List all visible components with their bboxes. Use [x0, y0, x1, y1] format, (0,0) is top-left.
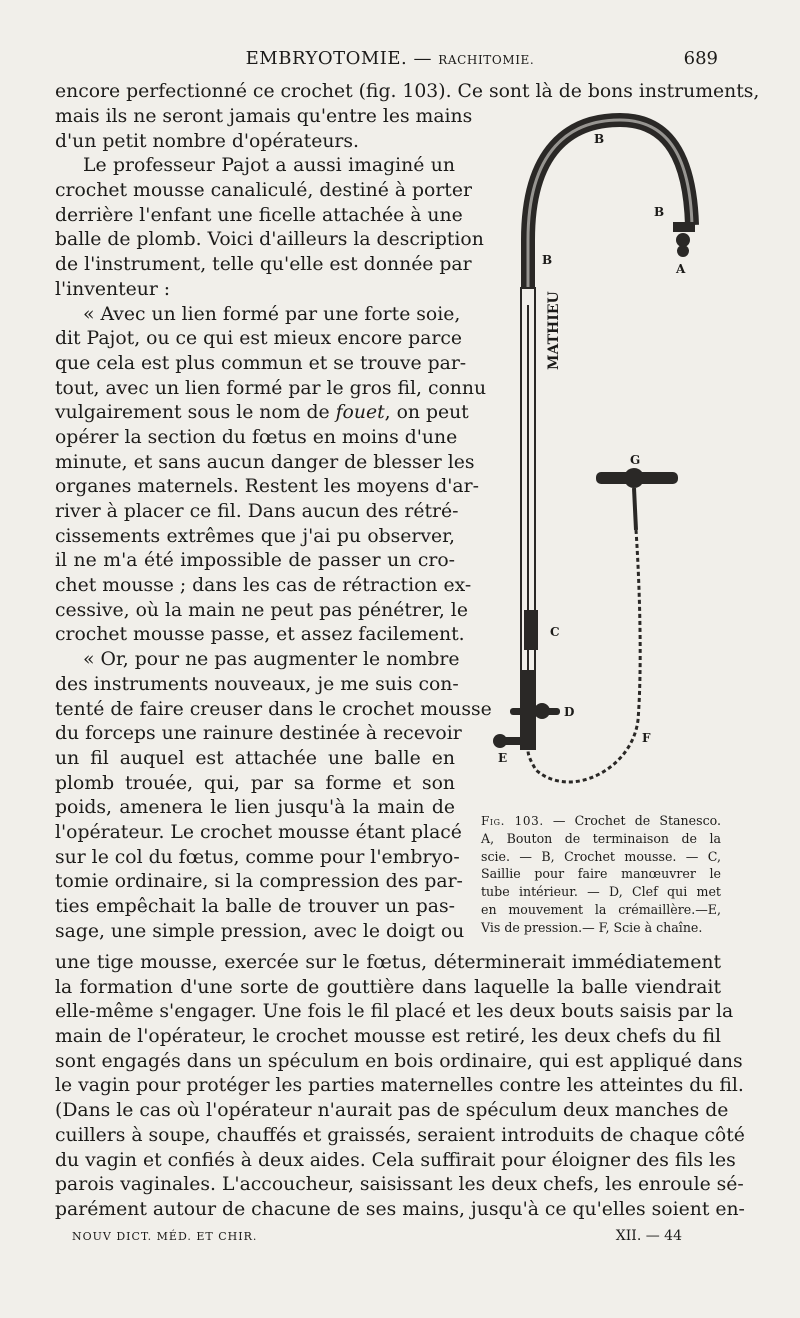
text-line: tenté de faire creuser dans le crochet mousse: [55, 698, 492, 720]
hook-curve: [528, 120, 692, 288]
text-line: d'un petit nombre d'opérateurs.: [55, 130, 360, 152]
text-line: (Dans le cas où l'opérateur n'aurait pas de spéculum deux manches de: [55, 1100, 729, 1122]
label-b-stem: B: [542, 253, 553, 267]
text-line: dit Pajot, ou ce qui est mieux encore parce: [55, 328, 463, 350]
terminal-button-a: [676, 233, 690, 247]
caption-line-6: Vis de pression.— F, Scie à chaîne.: [481, 919, 703, 935]
text-line: l'inventeur :: [55, 278, 171, 300]
screw-e-head: [493, 734, 507, 748]
text-line: main de l'opérateur, le crochet mousse est retiré, les deux chefs du fil: [55, 1026, 721, 1048]
label-f: F: [642, 731, 651, 745]
text-line: opérer la section du fœtus en moins d'une: [55, 426, 458, 448]
body-text-bottom: [55, 951, 745, 1223]
running-title: [60, 48, 720, 69]
text-line: cessive, où la main ne peut pas pénétrer, le: [55, 599, 468, 621]
label-d: D: [564, 705, 575, 719]
text-line: parément autour de chacune de ses mains, jusqu'à ce qu'elles soient en-: [55, 1198, 745, 1220]
text-line: une tige mousse, exercée sur le fœtus, déterminerait immédiatement: [55, 952, 721, 973]
chain-saw-f: [528, 530, 640, 782]
text-line: il ne m'a été impossible de passer un cro-: [55, 550, 455, 572]
text-line: l'opérateur. Le crochet mousse étant placé: [55, 821, 462, 843]
text-line: « Or, pour ne pas augmenter le nombre: [83, 649, 460, 671]
text-line: chet mousse ; dans les cas de rétraction ex-: [55, 575, 472, 597]
caption-lead: Fig. 103.: [481, 814, 544, 828]
body-text-narrow: [55, 105, 492, 944]
figure-103: [470, 110, 730, 810]
stanesco-hook-illustration: [470, 110, 730, 810]
text-line: vulgairement sous le nom de fouet, on peut: [55, 402, 469, 424]
figure-caption: [481, 812, 721, 937]
body-text-top: [55, 80, 760, 105]
text-line: crochet mousse canaliculé, destiné à porter: [55, 180, 472, 202]
text-line: des instruments nouveaux, je me suis con-: [55, 673, 459, 695]
caption-line-1: A, Bouton de terminaison de la: [481, 830, 721, 846]
text-line: encore perfectionné ce crochet (fig. 103). Ce sont là de bons instruments,: [55, 81, 760, 102]
text-line: river à placer ce fil. Dans aucun des rétré-: [55, 501, 459, 522]
text-line: sur le col du fœtus, comme pour l'embryo-: [55, 846, 460, 868]
label-c: C: [550, 625, 560, 639]
text-line: Le professeur Pajot a aussi imaginé un: [83, 155, 455, 177]
label-b-right: B: [654, 205, 665, 219]
text-line: le vagin pour protéger les parties maternelles contre les atteintes du fil.: [55, 1075, 744, 1097]
text-line: plomb trouée, qui, par sa forme et son: [55, 772, 455, 794]
caption-text-0: — Crochet de Stanesco.: [552, 813, 721, 828]
text-line: cuillers à soupe, chauffés et graissés, seraient introduits de chaque côté: [55, 1124, 745, 1146]
footer-volume: XII. — 44: [615, 1228, 682, 1244]
emphasis: fouet: [335, 402, 385, 424]
text-line: ties empêchait la balle de trouver un pas-: [55, 896, 455, 917]
text-line: tout, avec un lien formé par le gros fil, connu: [55, 377, 487, 399]
text-line: tomie ordinaire, si la compression des par-: [55, 871, 463, 893]
label-g: G: [630, 453, 641, 467]
text-line: poids, amenera le lien jusqu'à la main de: [55, 797, 455, 819]
text-line: de l'instrument, telle qu'elle est donnée par: [55, 254, 472, 276]
footer-signature: NOUV DICT. MÉD. ET CHIR.: [72, 1230, 258, 1243]
key-d-hub: [534, 703, 550, 719]
maker-stamp: MATHIEU: [546, 291, 562, 370]
text-line: crochet mousse passe, et assez facilement.: [55, 624, 465, 646]
label-a: A: [676, 262, 686, 276]
caption-line-2: scie. — B, Crochet mousse. — C,: [481, 848, 721, 864]
text-line: cissements extrêmes que j'ai pu observer,: [55, 525, 455, 547]
text-line: un fil auquel est attachée une balle en: [55, 747, 455, 769]
text-line: que cela est plus commun et se trouve par-: [55, 352, 467, 374]
title-sub: RACHITOMIE.: [438, 53, 535, 67]
screw-e-stem: [504, 737, 526, 745]
label-e: E: [498, 751, 508, 765]
text-line: mais ils ne seront jamais qu'entre les mains: [55, 106, 473, 127]
terminal-button-ball: [677, 245, 689, 257]
text-line: parois vaginales. L'accoucheur, saisissant les deux chefs, les enroule sé-: [55, 1174, 744, 1196]
text-line: balle de plomb. Voici d'ailleurs la description: [55, 229, 484, 251]
hook-tip-collar: [673, 222, 695, 232]
handle-g-hub: [624, 468, 644, 488]
text-line: sont engagés dans un spéculum en bois ordinaire, qui est appliqué dans: [55, 1050, 743, 1072]
title-main: EMBRYOTOMIE. —: [245, 48, 432, 69]
running-header: [60, 46, 720, 72]
caption-line-4: tube intérieur. — D, Clef qui met: [481, 884, 721, 900]
text-line: elle-même s'engager. Une fois le fil placé et les deux bouts saisis par la: [55, 1001, 734, 1023]
text-line: la formation d'une sorte de gouttière dans laquelle la balle viendrait: [55, 976, 721, 998]
text-line: derrière l'enfant une ficelle attachée à une: [55, 204, 463, 226]
text-line: du vagin et confiés à deux aides. Cela suffirait pour éloigner des fils les: [55, 1149, 736, 1171]
text-line: « Avec un lien formé par une forte soie,: [83, 303, 461, 325]
saillie-c: [524, 610, 538, 650]
handle-g-stem: [634, 488, 636, 530]
caption-line-3: Saillie pour faire manœuvrer le: [481, 866, 721, 882]
caption-line-0: [481, 812, 721, 830]
text-line: du forceps une rainure destinée à recevoir: [55, 723, 462, 745]
caption-line-5: en mouvement la crémaillère.—E,: [481, 901, 721, 917]
label-b-top: B: [594, 132, 605, 146]
page-footer: [72, 1228, 682, 1248]
text-line: sage, une simple pression, avec le doigt ou: [55, 920, 465, 942]
text-line: organes maternels. Restent les moyens d'ar-: [55, 476, 479, 498]
text-line: minute, et sans aucun danger de blesser les: [55, 451, 475, 473]
page-number: 689: [683, 48, 718, 69]
